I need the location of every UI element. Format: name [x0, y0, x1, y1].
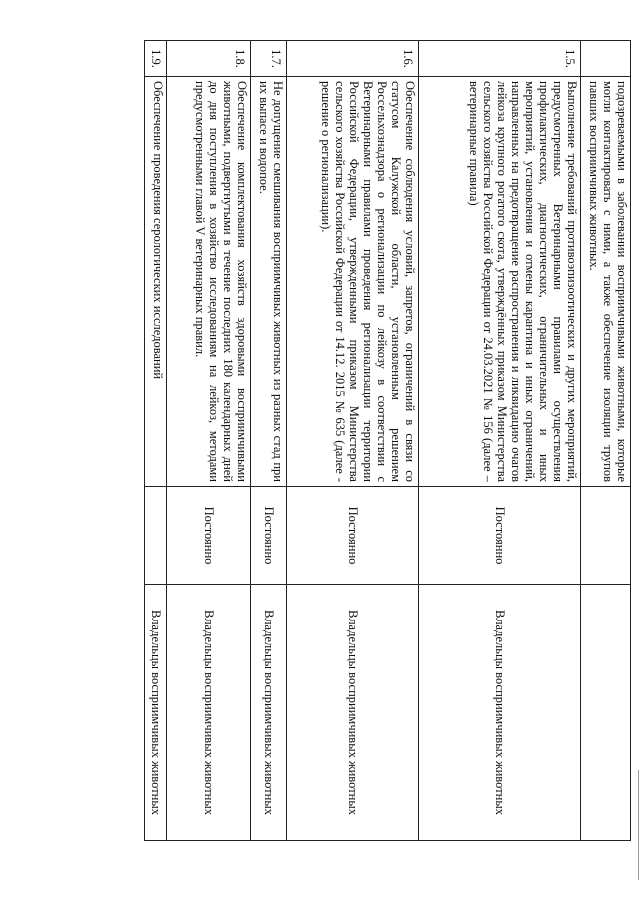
table-row — [581, 41, 631, 841]
table-row — [251, 41, 287, 841]
row-number: 1.7. — [251, 41, 287, 77]
measure-text: Обеспечение комплектования хозяйств здоровыми восприимчивыми животными, подвергнутыми в течение последних 180 календарных дней до дня поступления в хозяйство исследованиям на лейкоз, методами предусмотренными главой V ветеринарных правил. — [167, 77, 251, 487]
table-row — [167, 41, 251, 841]
table-row — [145, 41, 167, 841]
table-row — [287, 41, 419, 841]
measure-text: подозреваемыми в заболевании восприимчивыми животными, которые могли контактировать с ними, а также обеспечение изоляции трупов павших восприимчивых животных. — [581, 77, 631, 487]
measure-text: Обеспечение проведения серологических исследований — [145, 77, 167, 487]
measure-text: Обеспечение соблюдения условий, запретов, ограничений в связи со статусом Калужской области, установленным решением Россельхознадзора о регионализации по лейкозу в соответствии с Ветеринарными правилами проведения регионализации территории Российской Федерации, утвержденными приказом Министерства сельского хозяйства Российской Федерации от 14.12. 2015 № 635 (далее - решение о регионализации). — [287, 77, 419, 487]
row-number: 1.6. — [287, 41, 419, 77]
term-cell: Постоянно — [251, 487, 287, 585]
term-cell: Постоянно — [167, 487, 251, 585]
term-cell: Постоянно — [419, 487, 581, 585]
measure-text: Не допущение смешивания восприимчивых животных из разных стад при их выпасе и водопое. — [251, 77, 287, 487]
row-number: 1.9. — [145, 41, 167, 77]
term-cell — [581, 487, 631, 585]
table-row — [419, 41, 581, 841]
row-number: 1.8. — [167, 41, 251, 77]
row-number — [581, 41, 631, 77]
responsible-cell — [581, 585, 631, 841]
responsible-cell: Владельцы восприимчивых животных — [167, 585, 251, 841]
term-cell — [145, 487, 167, 585]
responsible-cell: Владельцы восприимчивых животных — [145, 585, 167, 841]
measure-text: Выполнение требований противоэпизоотических и других мероприятий, предусмотренных Ветеринарными правилами осуществления профилактических, диагностических, ограничительных и иных мероприятий, установления и отмены карантина и иных ограничений, направленных на предотвращение распространения и ликвидацию очагов лейкоза крупного рогатого скота, утверждённых приказом Министерства сельского хозяйства Российской Федерации от 24.03.2021 № 156 (далее – ветеринарные правила) — [419, 77, 581, 487]
row-number: 1.5. — [419, 41, 581, 77]
measures-table — [144, 40, 631, 841]
responsible-cell: Владельцы восприимчивых животных — [287, 585, 419, 841]
responsible-cell: Владельцы восприимчивых животных — [251, 585, 287, 841]
responsible-cell: Владельцы восприимчивых животных — [419, 585, 581, 841]
term-cell: Постоянно — [287, 487, 419, 585]
